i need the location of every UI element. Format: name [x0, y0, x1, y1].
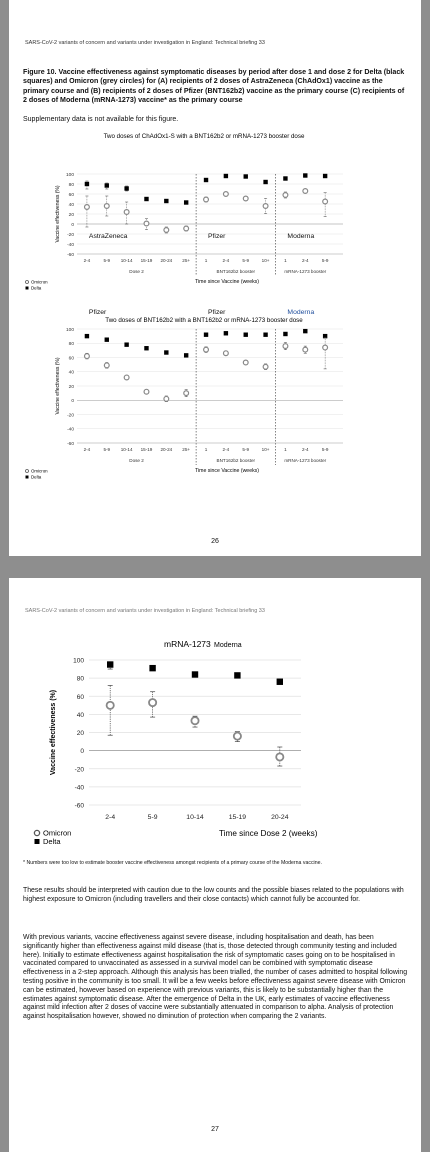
- x-tick-label: 1: [204, 447, 208, 452]
- legend-omicron-label: Omicron: [43, 828, 72, 838]
- omicron-point: [191, 717, 198, 724]
- omicron-point: [124, 375, 129, 380]
- omicron-point: [104, 204, 109, 209]
- delta-point: [204, 178, 208, 182]
- x-tick-label: 5-9: [321, 447, 329, 452]
- running-header: SARS-CoV-2 variants of concern and variants under investigation in England: Technical briefing 33: [25, 608, 265, 614]
- delta-point: [184, 200, 188, 204]
- omicron-point: [107, 702, 114, 709]
- y-tick-label: -40: [67, 242, 74, 248]
- y-tick-label: -20: [67, 413, 74, 419]
- delta-point: [144, 346, 148, 350]
- omicron-point: [164, 228, 169, 233]
- delta-point: [124, 186, 128, 190]
- delta-point: [105, 183, 109, 187]
- y-tick-label: -40: [74, 784, 84, 792]
- delta-point: [149, 665, 155, 671]
- omicron-point: [323, 199, 328, 204]
- legend-omicron-label: Omicron: [31, 468, 48, 474]
- omicron-point: [283, 344, 288, 349]
- chart-bnt162b2: [9, 305, 421, 495]
- omicron-point: [144, 221, 149, 226]
- x-tick-label: 5-9: [242, 447, 250, 452]
- supplementary-note: Supplementary data is not available for this figure.: [23, 116, 179, 123]
- omicron-point: [124, 210, 129, 215]
- x-tick-label: 5-9: [242, 258, 250, 263]
- delta-point: [244, 174, 248, 178]
- group-label: BNT162b2 booster: [216, 458, 256, 463]
- omicron-point: [283, 193, 288, 198]
- delta-point: [204, 333, 208, 337]
- delta-point: [164, 350, 168, 354]
- delta-point: [184, 353, 188, 357]
- delta-point: [224, 331, 228, 335]
- panel-label: Moderna: [214, 642, 242, 649]
- delta-point: [263, 333, 267, 337]
- chart-title: Two doses of BNT162b2 with a BNT162b2 or mRNA-1273 booster dose: [105, 317, 303, 324]
- omicron-point: [303, 189, 308, 194]
- legend-delta-label: Delta: [43, 837, 61, 846]
- omicron-point: [243, 196, 248, 201]
- omicron-point: [204, 197, 209, 202]
- y-tick-label: -20: [74, 766, 84, 774]
- group-label: mRNA-1273 booster: [284, 269, 327, 274]
- delta-point: [234, 672, 240, 678]
- y-tick-label: -20: [67, 232, 74, 238]
- legend-delta-marker: [35, 839, 40, 844]
- omicron-point: [303, 347, 308, 352]
- y-tick-label: 0: [71, 222, 74, 228]
- x-tick-label: 10-14: [186, 814, 204, 821]
- omicron-point: [144, 389, 149, 394]
- footnote: * Numbers were too low to estimate booster vaccine effectiveness amongst recipients of a primary course of the Moderna vaccine.: [23, 860, 322, 866]
- paragraph-severe-disease: With previous variants, vaccine effectiveness against severe disease, including hospitalisation and death, has been significantly higher than effectiveness against mild disease (that is, those detected through community testing and included here). Initially to estimate effectiveness against hospitalisation the risk of symptomatic cases going on to be hospitalised in vaccinated compared to unvaccinated as assessed in a survival model can be combined with symptomatic disease effectiveness in a 2-step approach. Although this analysis has been trialled, the number of cases admitted to hospital following testing positive in the community is too small. It will be a few weeks before effectiveness against severe disease with Omicron can be estimated, however based on experience with previous variants, this is likely to be substantially higher than the estimates against symptomatic disease. After the emergence of Delta in the UK, early estimates of vaccine effectiveness against mild infection after 2 doses of vaccine were substantially attenuated in comparison to alpha. Analysis of protection against hospitalisation however, showed no diminution of protection when comparing the 2 variants.: [23, 934, 408, 1021]
- omicron-point: [276, 753, 283, 760]
- y-tick-label: 80: [68, 182, 74, 188]
- panel-label: Moderna: [287, 233, 315, 240]
- omicron-point: [85, 354, 90, 359]
- y-axis-label: Vaccine effectiveness (%): [50, 689, 57, 776]
- y-tick-label: 60: [68, 356, 74, 362]
- x-tick-label: 10+: [261, 447, 270, 452]
- omicron-point: [323, 345, 328, 350]
- group-label: BNT162b2 booster: [216, 269, 256, 274]
- x-tick-label: 5-9: [147, 814, 158, 821]
- x-tick-label: 1: [284, 258, 287, 263]
- x-tick-label: 15-19: [228, 814, 247, 821]
- x-tick-label: 15-19: [140, 258, 153, 263]
- y-tick-label: -60: [74, 802, 84, 810]
- x-axis-label: Time since Dose 2 (weeks): [219, 829, 318, 838]
- omicron-point: [223, 192, 228, 197]
- group-label: Dose 2: [129, 458, 144, 463]
- omicron-point: [204, 347, 209, 352]
- report-page-27: [9, 578, 421, 1152]
- omicron-point: [184, 226, 189, 231]
- delta-point: [85, 182, 89, 186]
- y-tick-label: 100: [65, 327, 74, 333]
- y-tick-label: 0: [80, 748, 84, 756]
- y-tick-label: -40: [67, 427, 74, 433]
- chart-mrna1273: [9, 630, 421, 855]
- omicron-point: [223, 351, 228, 356]
- y-axis-label: Vaccine effectiveness (%): [55, 185, 61, 243]
- y-tick-label: 40: [68, 202, 74, 208]
- y-tick-label: 20: [68, 384, 74, 390]
- delta-point: [244, 333, 248, 337]
- x-tick-label: 20-24: [160, 258, 173, 263]
- y-tick-label: -60: [67, 441, 74, 447]
- x-tick-label: 2-4: [83, 447, 91, 452]
- figure-title: Figure 10. Vaccine effectiveness against symptomatic diseases by period after dose 1 and dose 2 for Delta (black squares) and Omicron (grey circles) for (A) recipients of 2 doses of AstraZeneca (ChAdOx1) vaccine as the primary course and (B) recipients of 2 doses of Pfizer (BNT162b2) vaccine as the primary course (C) recipients of 2 doses of Moderna (mRNA-1273) vaccine* as the primary course: [23, 68, 405, 104]
- legend-delta-label: Delta: [31, 285, 42, 291]
- delta-point: [164, 199, 168, 203]
- y-tick-label: 40: [76, 711, 84, 719]
- y-tick-label: 60: [68, 192, 74, 198]
- y-tick-label: 100: [65, 172, 74, 178]
- y-tick-label: 0: [71, 399, 74, 405]
- delta-point: [263, 180, 267, 184]
- x-tick-label: 2-4: [301, 447, 309, 452]
- delta-point: [283, 176, 287, 180]
- panel-label: Pfizer: [208, 233, 226, 240]
- chart-title: Two doses of ChAdOx1-S with a BNT162b2 or mRNA-1273 booster dose: [103, 133, 305, 140]
- y-tick-label: 40: [68, 370, 74, 376]
- delta-point: [105, 337, 109, 341]
- x-tick-label: 1: [284, 447, 287, 452]
- delta-point: [107, 661, 113, 667]
- y-tick-label: 80: [68, 342, 74, 348]
- delta-point: [283, 332, 287, 336]
- x-tick-label: 2-4: [83, 258, 91, 263]
- omicron-point: [263, 364, 268, 369]
- y-tick-label: 60: [76, 693, 84, 701]
- x-axis-label: Time since Vaccine (weeks): [195, 279, 259, 285]
- omicron-point: [184, 391, 189, 396]
- legend-omicron-marker: [26, 281, 29, 284]
- x-tick-label: 2-4: [105, 814, 116, 821]
- delta-point: [144, 197, 148, 201]
- page-number: 27: [211, 1126, 219, 1133]
- x-tick-label: 5-9: [103, 258, 111, 263]
- group-label: mRNA-1273 booster: [284, 458, 327, 463]
- delta-point: [192, 671, 198, 677]
- paragraph-caution: These results should be interpreted with caution due to the low counts and the possible biases related to the populations with highest exposure to Omicron (including travellers and their close contacts) which cannot fully be accounted for.: [23, 887, 404, 903]
- x-tick-label: 20-24: [160, 447, 173, 452]
- y-tick-label: 20: [68, 212, 74, 218]
- x-tick-label: 2-4: [301, 258, 309, 263]
- y-tick-label: -60: [67, 252, 74, 258]
- delta-point: [224, 174, 228, 178]
- legend-delta-marker: [26, 476, 29, 479]
- omicron-point: [104, 363, 109, 368]
- panel-label: Pfizer: [208, 309, 226, 316]
- x-tick-label: 2-4: [222, 258, 230, 263]
- legend-omicron-label: Omicron: [31, 279, 48, 285]
- y-axis-label: Vaccine effectiveness (%): [55, 357, 61, 415]
- y-tick-label: 80: [76, 675, 84, 683]
- x-tick-label: 2-4: [222, 447, 230, 452]
- x-axis-label: Time since Vaccine (weeks): [195, 468, 259, 474]
- chart-title: mRNA-1273: [164, 639, 211, 649]
- delta-point: [85, 334, 89, 338]
- x-tick-label: 10-14: [120, 258, 133, 263]
- delta-point: [124, 342, 128, 346]
- panel-label: Moderna: [287, 309, 315, 316]
- report-page-26: [9, 0, 421, 556]
- delta-point: [277, 679, 283, 685]
- y-tick-label: 100: [73, 657, 84, 665]
- omicron-point: [234, 733, 241, 740]
- delta-point: [303, 173, 307, 177]
- delta-point: [323, 174, 327, 178]
- omicron-point: [149, 699, 156, 706]
- x-tick-label: 10-14: [120, 447, 133, 452]
- legend-omicron-marker: [26, 470, 29, 473]
- omicron-point: [85, 205, 90, 210]
- x-tick-label: 5-9: [321, 258, 329, 263]
- x-tick-label: 1: [204, 258, 208, 263]
- x-tick-label: 15-19: [140, 447, 153, 452]
- omicron-point: [263, 204, 268, 209]
- legend-delta-label: Delta: [31, 474, 42, 480]
- x-tick-label: 25+: [182, 447, 191, 452]
- legend-delta-marker: [26, 287, 29, 290]
- x-tick-label: 10+: [261, 258, 270, 263]
- x-tick-label: 5-9: [103, 447, 111, 452]
- x-tick-label: 25+: [182, 258, 191, 263]
- group-label: Dose 2: [129, 269, 144, 274]
- panel-label: Pfizer: [88, 309, 107, 316]
- x-tick-label: 20-24: [271, 814, 289, 821]
- y-tick-label: 20: [76, 730, 84, 737]
- legend-omicron-marker: [34, 830, 39, 835]
- omicron-point: [243, 360, 248, 365]
- chart-chadox1: [9, 122, 421, 304]
- page-number: 26: [211, 538, 219, 545]
- delta-point: [303, 329, 307, 333]
- omicron-point: [164, 396, 169, 401]
- running-header: SARS-CoV-2 variants of concern and variants under investigation in England: Technical briefing 33: [25, 40, 265, 46]
- panel-label: AstraZeneca: [88, 233, 128, 240]
